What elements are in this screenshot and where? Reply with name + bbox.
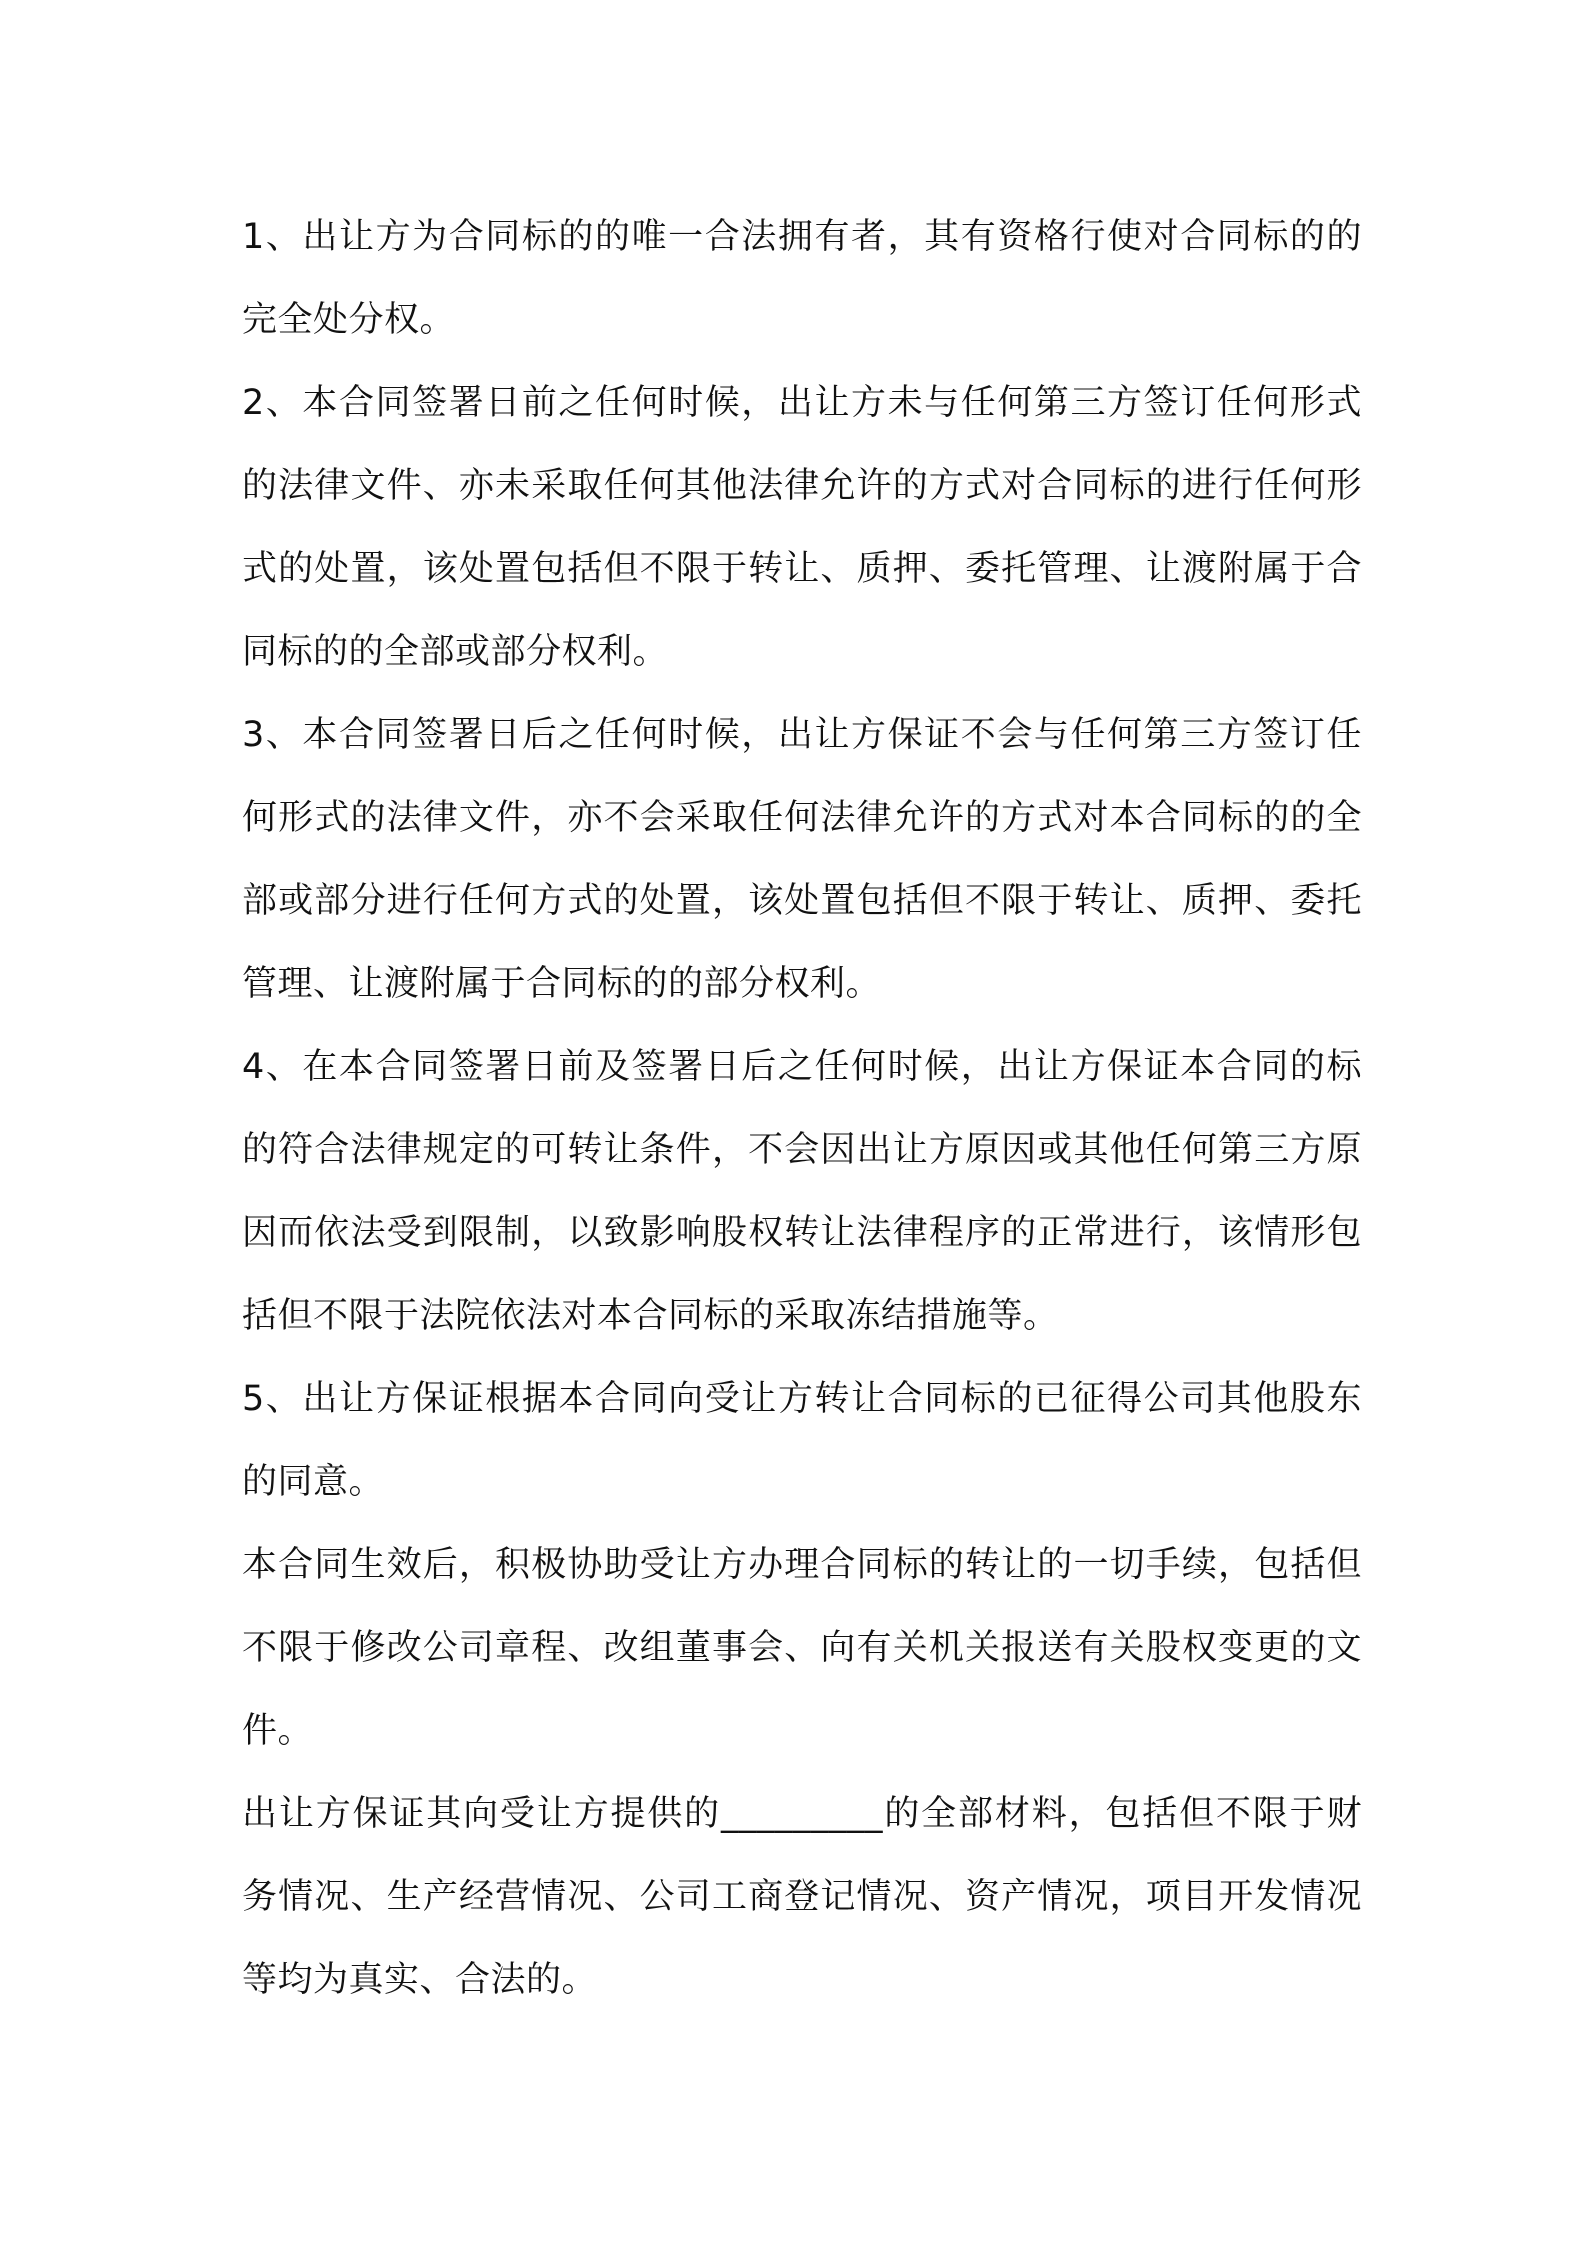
document-body: [242, 196, 1362, 2022]
materials-paragraph: 出让方保证其向受让方提供的_________的全部材料，包括但不限于财务情况、生产经营情况、公司工商登记情况、资产情况，项目开发情况等均为真实、合法的。: [242, 1794, 1362, 2000]
clause-4: 4、在本合同签署日前及签署日后之任何时候，出让方保证本合同的标的符合法律规定的可转让条件，不会因出让方原因或其他任何第三方原因而依法受到限制，以致影响股权转让法律程序的正常进行，该情形包括但不限于法院依法对本合同标的采取冻结措施等。: [242, 1047, 1362, 1336]
clause-5: 5、出让方保证根据本合同向受让方转让合同标的已征得公司其他股东的同意。: [242, 1379, 1362, 1502]
clause-2: 2、本合同签署日前之任何时候，出让方未与任何第三方签订任何形式的法律文件、亦未采取任何其他法律允许的方式对合同标的进行任何形式的处置，该处置包括但不限于转让、质押、委托管理、让渡附属于合同标的的全部或部分权利。: [242, 383, 1362, 672]
assistance-paragraph: 本合同生效后，积极协助受让方办理合同标的转让的一切手续，包括但不限于修改公司章程、改组董事会、向有关机关报送有关股权变更的文件。: [242, 1545, 1362, 1751]
clause-3: 3、本合同签署日后之任何时候，出让方保证不会与任何第三方签订任何形式的法律文件，亦不会采取任何法律允许的方式对本合同标的的全部或部分进行任何方式的处置，该处置包括但不限于转让、质押、委托管理、让渡附属于合同标的的部分权利。: [242, 715, 1362, 1004]
clause-1: 1、出让方为合同标的的唯一合法拥有者，其有资格行使对合同标的的完全处分权。: [242, 217, 1362, 340]
